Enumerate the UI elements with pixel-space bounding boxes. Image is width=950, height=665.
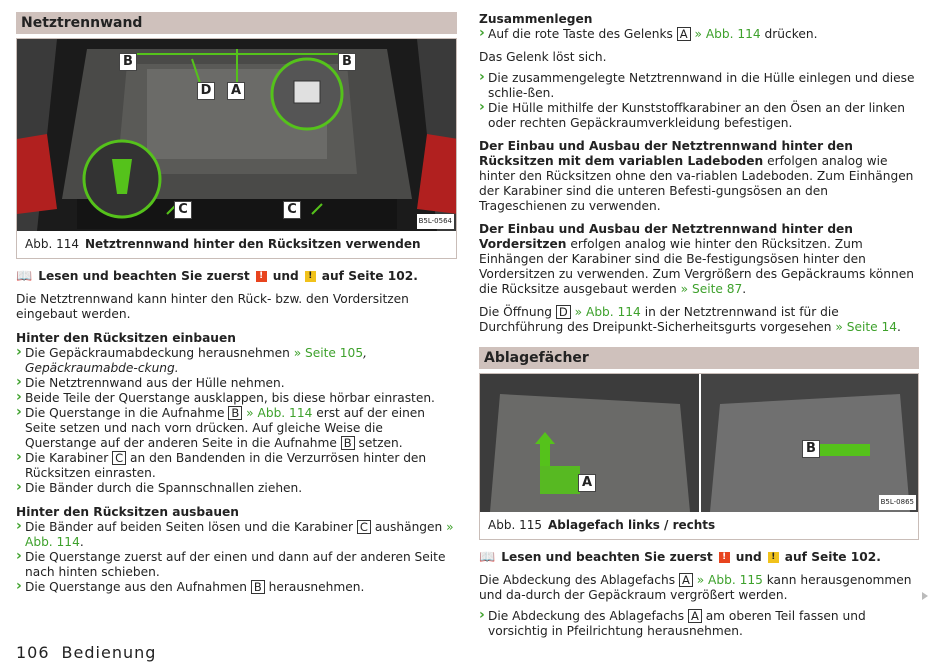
intro-paragraph: Die Netztrennwand kann hinter den Rück- bzw. den Vordersitzen eingebaut werden.	[16, 292, 409, 321]
list-item: › Auf die rote Taste des Gelenks A » Abb. 114 drücken.	[479, 27, 919, 42]
figure-caption-text: Ablagefach links / rechts	[547, 518, 716, 532]
list-item: › Die Abdeckung des Ablagefachs A am oberen Teil fassen und vorsichtig in Pfeilrichtung herausnehmen.	[479, 609, 919, 639]
list-item: › Die Querstange in die Aufnahme B » Abb. 114 erst auf der einen Seite setzen und nach vorn drücken. Auf gleiche Weise die Querstange auf der anderen Seite in die Aufnahme B setzen.	[16, 406, 457, 451]
caution-icon: !	[305, 271, 316, 282]
ref-box: B	[251, 580, 265, 594]
section-title-netztrennwand: Netztrennwand	[16, 12, 457, 34]
book-icon: 📖	[479, 550, 496, 565]
callout-b-left: B	[119, 53, 137, 71]
paragraph-opening: Die Öffnung D » Abb. 114 in der Netztrennwand ist für die Durchführung des Dreipunkt-Sicherheitsgurts vorgesehen » Seite 14.	[479, 305, 901, 334]
car-trunk-illustration	[17, 39, 456, 231]
left-column	[16, 12, 457, 595]
ref-box: D	[556, 305, 571, 319]
callout-c-left: C	[174, 201, 192, 219]
page-link[interactable]: » Seite 87	[680, 282, 743, 296]
figure-number: Abb. 114	[25, 237, 79, 251]
cover-paragraph: Die Abdeckung des Ablagefachs A » Abb. 115 kann herausgenommen und da-durch der Gepäckraum vergrößert werden.	[479, 573, 912, 602]
book-icon: 📖	[16, 269, 33, 284]
figure-caption-text: Netztrennwand hinter den Rücksitzen verwenden	[84, 237, 421, 251]
warning-icon: !	[719, 552, 730, 563]
right-column	[479, 12, 919, 639]
figure-link[interactable]: » Abb. 114	[574, 305, 641, 319]
read-note	[16, 269, 457, 284]
callout-a: A	[227, 82, 245, 100]
ref-box: A	[688, 609, 702, 623]
image-code: B5L-0865	[879, 495, 916, 510]
install-steps	[16, 346, 457, 496]
read-note-prefix: Lesen und beachten Sie zuerst	[501, 550, 713, 564]
storage-compartment-illustration	[480, 374, 918, 512]
list-item: › Die Querstange aus den Aufnahmen B herausnehmen.	[16, 580, 457, 595]
callout-a: A	[578, 474, 596, 492]
figure-number: Abb. 115	[488, 518, 542, 532]
list-item: › Beide Teile der Querstange ausklappen, bis diese hörbar einrasten.	[16, 391, 457, 406]
ref-box: B	[228, 406, 242, 420]
figure-link[interactable]: » Abb. 115	[696, 573, 763, 587]
figure-link[interactable]: » Abb. 114	[246, 406, 313, 420]
paragraph-variable-floor: Der Einbau und Ausbau der Netztrennwand hinter den Rücksitzen mit dem variablen Ladeboden erfolgen analog wie hinter den Rücksitzen ohne den va-riablen Ladeboden. Zum Einhängen der Karabiner sind die unteren Befesti-gungsösen an den Trageschienen zu verwenden.	[479, 139, 914, 213]
fold-steps-1	[479, 27, 919, 42]
list-item: › Die zusammengelegte Netztrennwand in die Hülle einlegen und diese schlie-ßen.	[479, 71, 919, 101]
list-item: › Die Bänder durch die Spannschnallen ziehen.	[16, 481, 457, 496]
read-note-and: und	[272, 269, 299, 283]
read-note-suffix: auf Seite 102.	[784, 550, 881, 564]
read-note	[479, 550, 919, 565]
callout-c-right: C	[283, 201, 301, 219]
remove-steps	[16, 520, 457, 595]
next-page-arrow-icon[interactable]	[922, 592, 928, 600]
read-note-and: und	[735, 550, 762, 564]
read-note-prefix: Lesen und beachten Sie zuerst	[38, 269, 250, 283]
callout-d: D	[197, 82, 215, 100]
figure-link[interactable]: » Abb. 114	[25, 520, 454, 549]
fold-heading: Zusammenlegen	[479, 12, 593, 26]
ref-box: B	[341, 436, 355, 450]
callout-b: B	[802, 440, 820, 458]
remove-heading: Hinter den Rücksitzen ausbauen	[16, 505, 239, 519]
list-item: › Die Querstange zuerst auf der einen und dann auf der anderen Seite nach hinten schieben.	[16, 550, 457, 580]
ref-box: C	[357, 520, 371, 534]
list-item: › Die Netztrennwand aus der Hülle nehmen.	[16, 376, 457, 391]
ref-box: A	[677, 27, 691, 41]
warning-icon: !	[256, 271, 267, 282]
image-code: B5L-0564	[417, 214, 454, 229]
list-item: › Die Gepäckraumabdeckung herausnehmen » Seite 105, Gepäckraumabde-ckung.	[16, 346, 457, 376]
install-heading: Hinter den Rücksitzen einbauen	[16, 331, 236, 345]
list-item: › Die Karabiner C an den Bandenden in die Verzurrösen hinter den Rücksitzen einrasten.	[16, 451, 457, 481]
list-item: › Die Hülle mithilfe der Kunststoffkarabiner an den Ösen an der linken oder rechten Gepäckraumverkleidung befestigen.	[479, 101, 919, 131]
page-number: 106	[16, 643, 50, 662]
page-link[interactable]: » Seite 14	[835, 320, 898, 334]
caution-icon: !	[768, 552, 779, 563]
ref-box: A	[679, 573, 693, 587]
figure-114-image	[17, 39, 456, 231]
fold-paragraph: Das Gelenk löst sich.	[479, 50, 607, 64]
figure-114	[16, 38, 457, 259]
chapter-name: Bedienung	[61, 643, 157, 662]
read-note-suffix: auf Seite 102.	[321, 269, 418, 283]
paragraph-front-seats: Der Einbau und Ausbau der Netztrennwand hinter den Vordersitzen erfolgen analog wie hinter den Rücksitzen. Zum Einhängen der Karabiner sind die Be-festigungsösen hinter den Vordersitzen zu verwenden. Zum Vergrößern des Gepäckraums können die Rücksitze ausgebaut werden » Seite 87.	[479, 222, 914, 296]
fold-steps-2	[479, 71, 919, 131]
figure-115-caption	[480, 512, 918, 539]
page-footer	[16, 645, 156, 660]
cover-steps	[479, 609, 919, 639]
figure-link[interactable]: » Abb. 114	[694, 27, 761, 41]
figure-115-image	[480, 374, 918, 512]
list-item: › Die Bänder auf beiden Seiten lösen und die Karabiner C aushängen » Abb. 114.	[16, 520, 457, 550]
figure-114-caption	[17, 231, 456, 258]
page-link[interactable]: » Seite 105	[293, 346, 364, 360]
ref-box: C	[112, 451, 126, 465]
figure-115	[479, 373, 919, 540]
section-title-ablagefaecher: Ablagefächer	[479, 347, 919, 369]
callout-b-right: B	[338, 53, 356, 71]
